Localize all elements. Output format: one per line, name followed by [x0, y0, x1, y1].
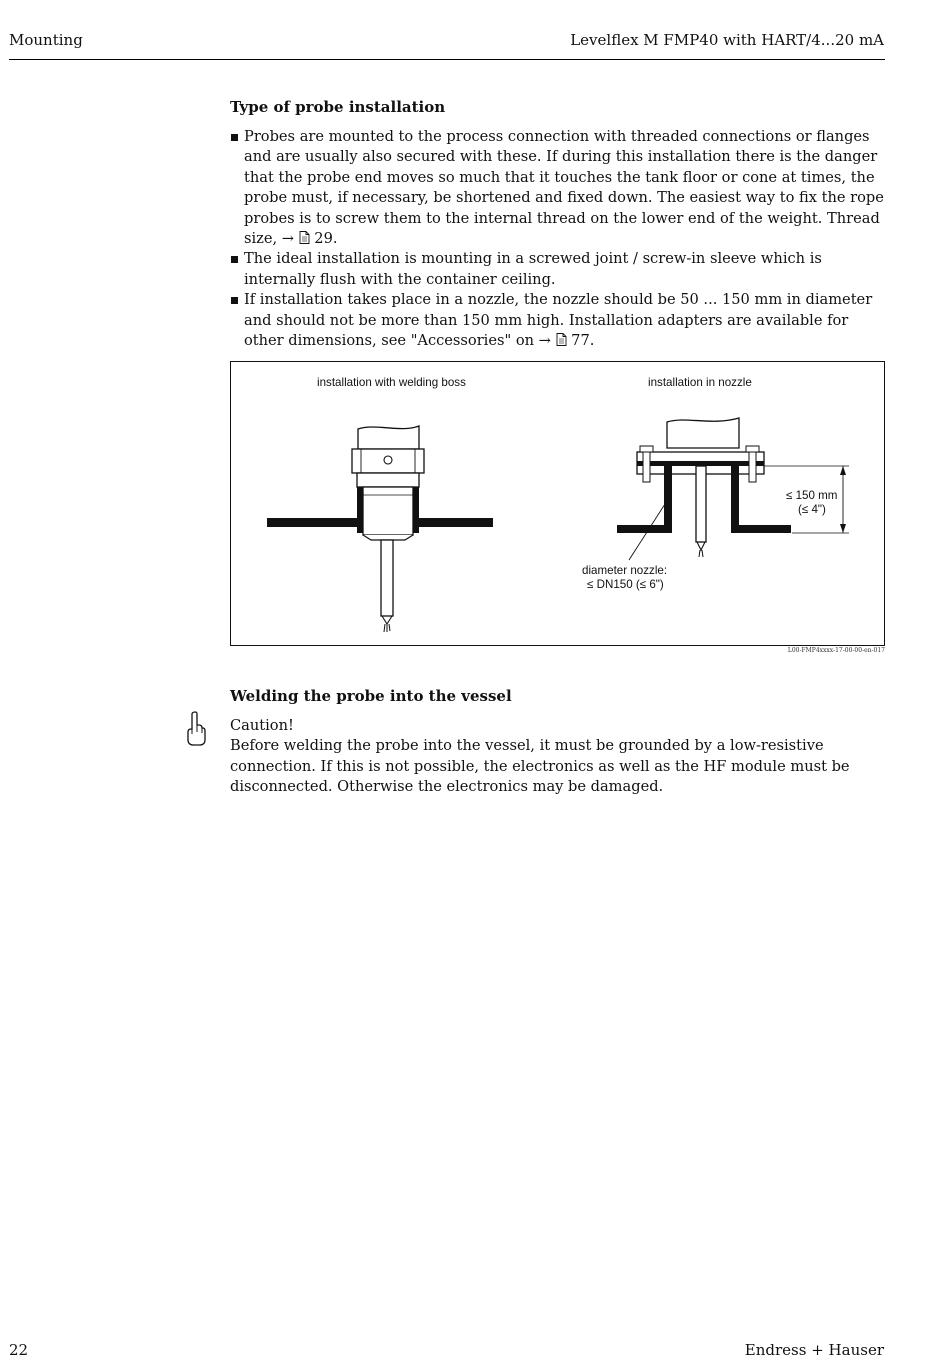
diameter-label: diameter nozzle: [582, 564, 668, 577]
bullet-item [230, 249, 886, 290]
section-title-welding: Welding the probe into the vessel [230, 687, 512, 705]
bullet-text: If installation takes place in a nozzle, the nozzle should be 50 ... 150 mm in diameter and should not be more than 150 mm high. Installation adapters are available for other dimensions, see "Accessories" on [244, 291, 873, 350]
bullet-text: The ideal installation is mounting in a screwed joint / screw-in sleeve which is internally flush with the container ceiling. [244, 250, 822, 288]
header-rule [9, 59, 885, 60]
hand-pointing-icon [186, 710, 206, 746]
caption-nozzle: installation in nozzle [648, 376, 752, 389]
installation-diagram [231, 362, 884, 645]
arrow-glyph: → [538, 332, 551, 350]
section-title-probe-installation: Type of probe installation [230, 98, 446, 116]
footer-company: Endress + Hauser [744, 1341, 884, 1359]
page-link[interactable]: 29. [314, 230, 338, 248]
caution-label: Caution! [230, 717, 294, 734]
welding-boss-drawing [267, 426, 493, 632]
caption-welding-boss: installation with welding boss [317, 376, 466, 389]
caution-text: Before welding the probe into the vessel, it must be grounded by a low-resistive connection. If this is not possible, the electronics as well as the HF module must be disconnected. Otherwise the electronics may be damaged. [230, 737, 850, 796]
height-label: ≤ 150 mm [786, 489, 838, 502]
page-reference-icon [556, 333, 567, 346]
bullet-item [230, 127, 886, 249]
bullet-text: Probes are mounted to the process connection with threaded connections or flanges and are usually also secured with these. If during this installation there is the danger that the probe end moves so much that it touches the tank floor or cone at times, the probe must, if necessary, be shortened and fixed down. The easiest way to fix the rope probes is to screw them to the internal thread on the lower end of the weight. Thread size, [244, 128, 884, 248]
arrow-glyph: → [281, 230, 294, 248]
diameter-value-label: ≤ DN150 (≤ 6") [587, 578, 664, 591]
page-link[interactable]: 77. [571, 332, 595, 350]
header-section-title: Mounting [9, 31, 83, 49]
figure-code: L00-FMP4xxxx-17-00-00-en-017 [787, 647, 885, 654]
page-number: 22 [9, 1341, 29, 1359]
installation-bullets [230, 127, 886, 351]
bullet-item [230, 290, 886, 351]
caution-note [230, 716, 886, 798]
page-reference-icon [299, 231, 310, 244]
installation-figure [230, 361, 885, 646]
header-product-name: Levelflex M FMP40 with HART/4...20 mA [570, 31, 884, 49]
height-label-inch: (≤ 4") [798, 503, 826, 516]
